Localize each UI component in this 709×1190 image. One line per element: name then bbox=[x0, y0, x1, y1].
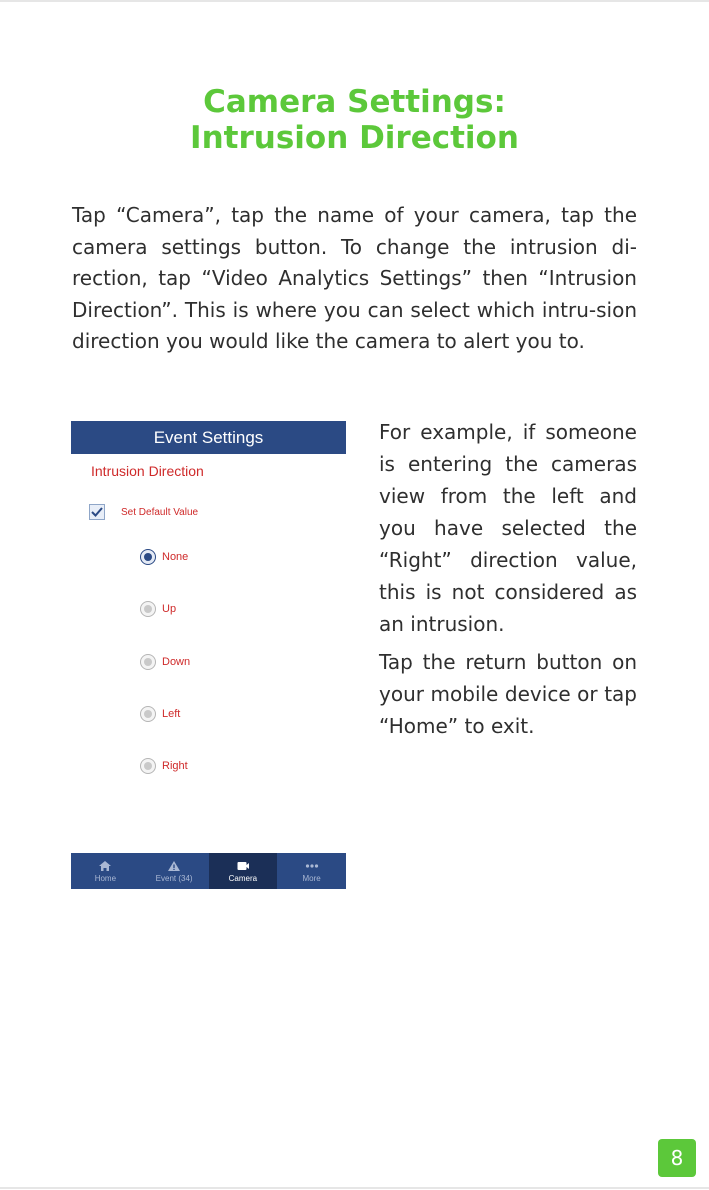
phone-screenshot bbox=[71, 421, 346, 889]
bottom-rule bbox=[0, 1187, 709, 1189]
camera-icon bbox=[236, 860, 250, 872]
radio-option-up[interactable] bbox=[140, 599, 176, 619]
radio-option-left[interactable] bbox=[140, 704, 180, 724]
check-icon bbox=[90, 505, 104, 519]
default-value-label: Set Default Value bbox=[121, 506, 199, 518]
page-number-badge: 8 bbox=[658, 1139, 696, 1177]
radio-label: Right bbox=[162, 760, 188, 772]
example-paragraph: For example, if someone is entering the cameras view from the left and you have selected the “Right” direction value, this is not considered as an intrusion. bbox=[379, 420, 637, 636]
tab-label: Camera bbox=[228, 873, 258, 883]
default-value-checkbox[interactable] bbox=[89, 504, 105, 520]
warning-icon bbox=[167, 860, 181, 872]
home-icon bbox=[98, 860, 112, 872]
phone-header: Event Settings bbox=[71, 421, 346, 454]
radio-option-down[interactable] bbox=[140, 652, 190, 672]
tab-event[interactable] bbox=[140, 853, 209, 889]
radio-button[interactable] bbox=[140, 706, 156, 722]
explanation-column bbox=[379, 416, 637, 748]
radio-button[interactable] bbox=[140, 654, 156, 670]
exit-paragraph: Tap the return button on your mobile device or tap “Home” to exit. bbox=[379, 650, 637, 738]
tab-label: Event (34) bbox=[155, 873, 193, 883]
radio-label: Up bbox=[162, 603, 177, 615]
tab-label: Home bbox=[94, 873, 117, 883]
more-icon bbox=[305, 860, 319, 872]
title-line-2: Intrusion Direction bbox=[190, 120, 519, 156]
tab-camera[interactable] bbox=[209, 853, 278, 889]
section-label: Intrusion Direction bbox=[91, 463, 204, 479]
radio-button[interactable] bbox=[140, 601, 156, 617]
title-line-1: Camera Settings: bbox=[203, 84, 506, 120]
radio-button[interactable] bbox=[140, 549, 156, 565]
intro-paragraph: Tap “Camera”, tap the name of your camera, tap the camera settings button. To change the intrusion di-rection, tap “Video Analytics Settings” then “Intrusion Direction”. This is where you can select which intru-sion direction you would like the camera to alert you to. bbox=[72, 203, 637, 353]
bottom-tab-bar bbox=[71, 853, 346, 889]
radio-label: None bbox=[162, 551, 189, 563]
tab-more[interactable] bbox=[277, 853, 346, 889]
tab-label: More bbox=[302, 873, 321, 883]
tab-home[interactable] bbox=[71, 853, 140, 889]
radio-button[interactable] bbox=[140, 758, 156, 774]
top-rule bbox=[0, 0, 709, 2]
page-title bbox=[0, 84, 709, 156]
radio-label: Left bbox=[162, 708, 181, 720]
default-value-row[interactable] bbox=[89, 502, 198, 522]
radio-option-none[interactable] bbox=[140, 547, 188, 567]
radio-label: Down bbox=[162, 656, 191, 668]
radio-option-right[interactable] bbox=[140, 756, 188, 776]
